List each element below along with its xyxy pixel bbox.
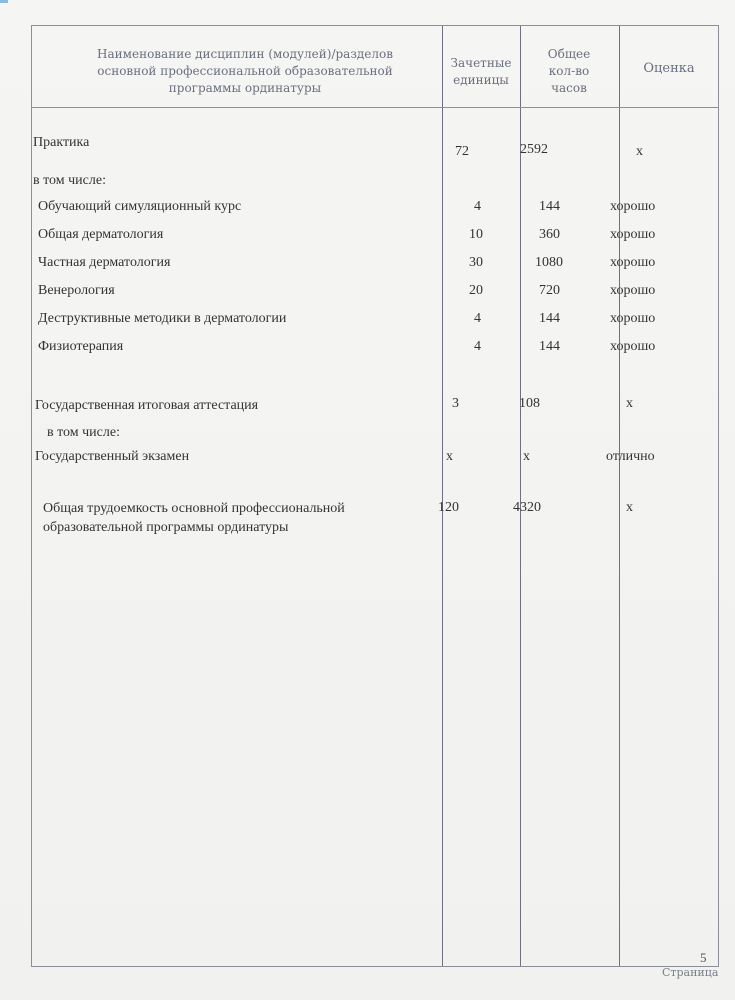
- row-credits: 20: [469, 283, 483, 298]
- row-hours: 144: [539, 339, 560, 354]
- row-hours: 1080: [535, 255, 563, 270]
- row-credits: 72: [455, 144, 469, 159]
- grades-table: [31, 25, 719, 967]
- row-hours: х: [523, 449, 530, 464]
- row-name: Общая трудоемкость основной профессиональной: [43, 501, 345, 516]
- row-name: в том числе:: [33, 173, 106, 188]
- header-hours: [520, 46, 618, 97]
- row-credits: 120: [438, 500, 459, 515]
- row-name: в том числе:: [47, 425, 120, 440]
- row-credits: 4: [474, 339, 481, 354]
- header-divider: [32, 107, 718, 108]
- row-credits: 3: [452, 396, 459, 411]
- row-credits: 4: [474, 199, 481, 214]
- row-grade: х: [626, 500, 633, 515]
- column-divider: [520, 26, 521, 966]
- row-grade: х: [626, 396, 633, 411]
- row-name: Государственная итоговая аттестация: [35, 398, 259, 413]
- page-label: Страница: [662, 966, 719, 979]
- row-hours: 4320: [513, 500, 541, 515]
- row-credits: 10: [469, 227, 483, 242]
- row-grade: хорошо: [610, 283, 656, 298]
- row-hours: 720: [539, 283, 560, 298]
- page-number: 5: [700, 950, 707, 965]
- row-grade: хорошо: [610, 339, 656, 354]
- header-grade: Оценка: [643, 61, 695, 76]
- header-credits-line: Зачетные: [450, 56, 512, 70]
- row-hours: 108: [519, 396, 540, 411]
- header-hours-line: Общее: [547, 47, 591, 61]
- row-hours: 360: [539, 227, 560, 242]
- row-hours: 144: [539, 311, 560, 326]
- header-hours-line: часов: [551, 81, 587, 95]
- scan-artifact: [0, 0, 8, 3]
- row-name: Физиотерапия: [38, 339, 124, 354]
- row-grade: отлично: [606, 449, 655, 464]
- row-credits: 4: [474, 311, 481, 326]
- row-name: Общая дерматология: [38, 227, 164, 242]
- header-name-line: основной профессиональной образовательной: [97, 64, 393, 78]
- row-grade: х: [636, 144, 643, 159]
- row-name-cont: образовательной программы ординатуры: [43, 520, 289, 535]
- row-grade: хорошо: [610, 227, 656, 242]
- row-name: Венерология: [38, 283, 115, 298]
- row-grade: хорошо: [610, 199, 656, 214]
- header-name: [60, 46, 430, 97]
- row-hours: 144: [539, 199, 560, 214]
- row-grade: хорошо: [610, 255, 656, 270]
- header-hours-line: кол-во: [548, 64, 590, 78]
- row-name: Практика: [33, 135, 90, 150]
- header-credits-line: единицы: [453, 73, 509, 87]
- row-credits: х: [446, 449, 453, 464]
- row-name: Государственный экзамен: [35, 449, 190, 464]
- column-divider: [619, 26, 620, 966]
- row-name: Частная дерматология: [38, 255, 171, 270]
- row-name: Деструктивные методики в дерматологии: [38, 311, 287, 326]
- header-name-line: программы ординатуры: [168, 81, 322, 95]
- row-grade: хорошо: [610, 311, 656, 326]
- header-name-line: Наименование дисциплин (модулей)/разделов: [97, 47, 393, 61]
- row-credits: 30: [469, 255, 483, 270]
- header-credits: [442, 55, 520, 89]
- row-hours: 2592: [520, 142, 548, 157]
- column-divider: [442, 26, 443, 966]
- row-name: Обучающий симуляционный курс: [38, 199, 242, 214]
